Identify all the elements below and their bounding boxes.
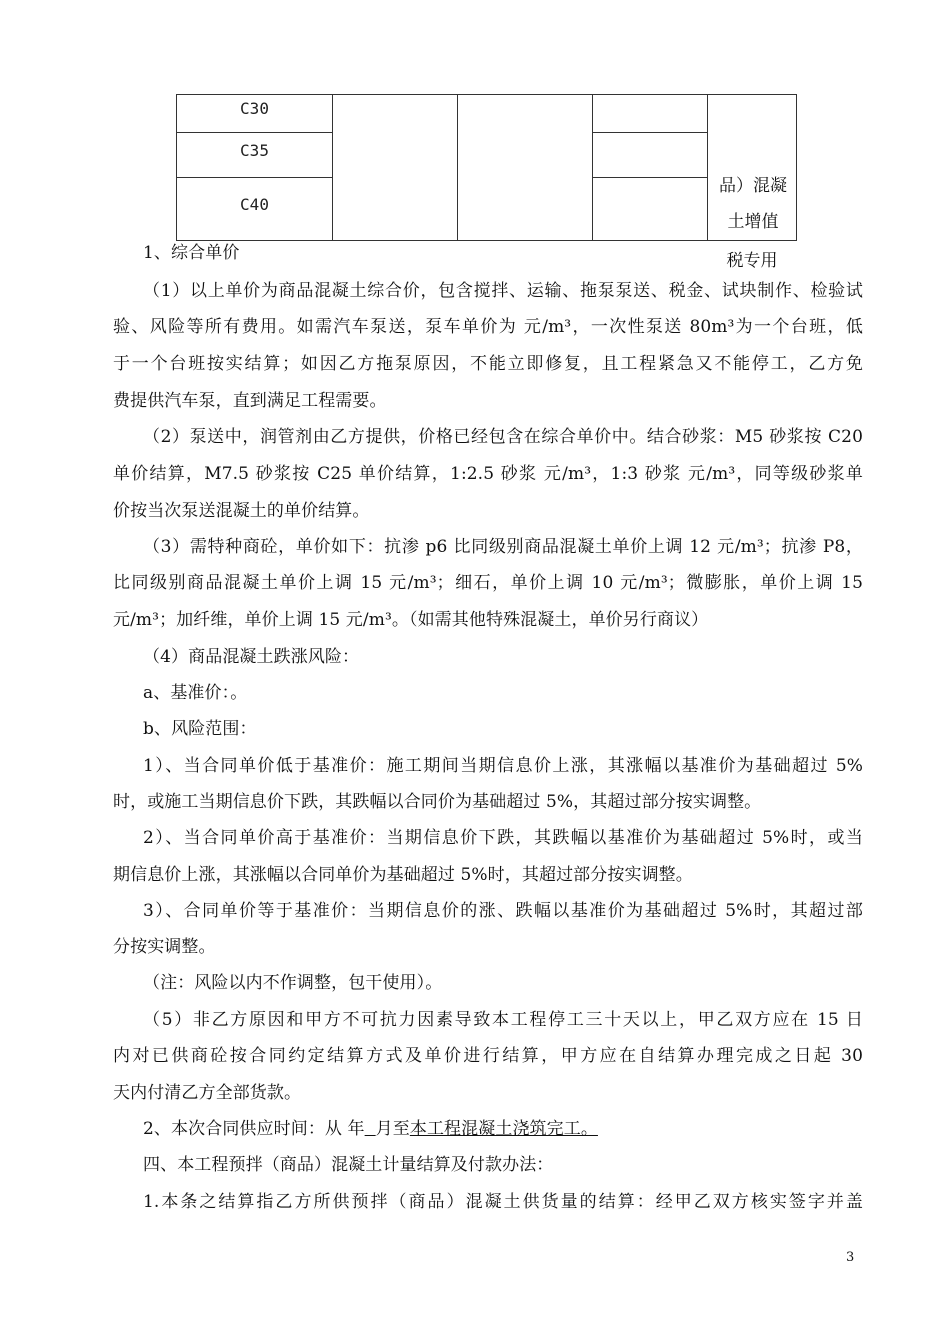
grade-cell: C30 [240, 99, 269, 118]
table-col-divider [592, 95, 593, 240]
supply-time-prefix: 2、本次合同供应时间：从 年 [143, 1119, 365, 1139]
paragraph-line: 3）、合同单价等于基准价：当期信息价的涨、跌幅以基准价为基础超过 5%时，其超过部 [143, 901, 863, 921]
paragraph-line: b、风险范围： [143, 719, 257, 739]
paragraph-line: 2）、当合同单价高于基准价：当期信息价下跌，其跌幅以基准价为基础超过 5%时，或当 [143, 828, 863, 848]
paragraph-line: a、基准价：。 [143, 683, 248, 703]
paragraph-line: 比同级别商品混凝土单价上调 15 元/m³；细石，单价上调 10 元/m³；微膨胀，单价上调 15 [113, 573, 863, 593]
grade-cell: C40 [240, 195, 269, 214]
table-row-divider [177, 177, 332, 178]
paragraph-line: 天内付清乙方全部货款。 [113, 1083, 302, 1103]
tax-note-line: 税专用 [726, 251, 778, 271]
paragraph-line: （1）以上单价为商品混凝土综合价，包含搅拌、运输、拖泵泵送、税金、试块制作、检验试 [143, 281, 863, 301]
paragraph-line: （注：风险以内不作调整，包干使用）。 [143, 973, 443, 993]
page-number: 3 [846, 1250, 855, 1265]
tax-note-line: 品）混凝 [719, 176, 787, 196]
supply-time-line [143, 1117, 863, 1141]
paragraph-line: 价按当次泵送混凝土的单价结算。 [113, 501, 370, 521]
table-col-divider [332, 95, 333, 240]
table-row-divider [592, 132, 707, 133]
table-col-divider [457, 95, 458, 240]
paragraph-line: 期信息价上涨，其涨幅以合同单价为基础超过 5%时，其超过部分按实调整。 [113, 865, 693, 885]
supply-month-label: 月至 [375, 1119, 410, 1139]
price-table [176, 94, 797, 241]
paragraph-line: （4）商品混凝土跌涨风险： [143, 647, 360, 667]
paragraph-line: 单价结算，M7.5 砂浆按 C25 单价结算，1:2.5 砂浆 元/m³，1:3 砂浆 元/m³，同等级砂浆单 [113, 464, 863, 484]
table-row-divider [592, 177, 707, 178]
paragraph-line: （2）泵送中，润管剂由乙方提供，价格已经包含在综合单价中。结合砂浆：M5 砂浆按 C20 [143, 427, 863, 447]
paragraph-line: 验、风险等所有费用。如需汽车泵送，泵车单价为 元/m³，一次性泵送 80m³为一个台班，低 [113, 317, 863, 337]
paragraph-line: 元/m³；加纤维，单价上调 15 元/m³。（如需其他特殊混凝土，单价另行商议） [113, 610, 709, 630]
paragraph-line: 1.本条之结算指乙方所供预拌（商品）混凝土供货量的结算：经甲乙双方核实签字并盖 [143, 1192, 863, 1212]
supply-month-blank [365, 1119, 376, 1139]
paragraph-line: 1）、当合同单价低于基准价：施工期间当期信息价上涨，其涨幅以基准价为基础超过 5% [143, 756, 863, 776]
paragraph-line: 内对已供商砼按合同约定结算方式及单价进行结算，甲方应在自结算办理完成之日起 30 [113, 1046, 863, 1066]
paragraph-line: 费提供汽车泵，直到满足工程需要。 [113, 391, 387, 411]
paragraph-line: 分按实调整。 [113, 937, 216, 957]
paragraph-line: 于一个台班按实结算；如因乙方拖泵原因，不能立即修复，且工程紧急又不能停工，乙方免 [113, 354, 863, 374]
table-row-divider [177, 132, 332, 133]
paragraph-line: 时，或施工当期信息价下跌，其跌幅以合同价为基础超过 5%，其超过部分按实调整。 [113, 792, 762, 812]
grade-cell: C35 [240, 141, 269, 160]
supply-end-text: 本工程混凝土浇筑完工。 [409, 1119, 598, 1139]
paragraph-line: （3）需特种商砼，单价如下：抗渗 p6 比同级别商品混凝土单价上调 12 元/m³；抗渗 P8， [143, 537, 863, 557]
tax-note-line: 土增值 [727, 212, 779, 232]
section-heading: 四、本工程预拌（商品）混凝土计量结算及付款办法： [143, 1155, 554, 1175]
section-heading: 1、综合单价 [143, 243, 240, 263]
paragraph-line: （5）非乙方原因和甲方不可抗力因素导致本工程停工三十天以上，甲乙双方应在 15 日 [143, 1010, 863, 1030]
